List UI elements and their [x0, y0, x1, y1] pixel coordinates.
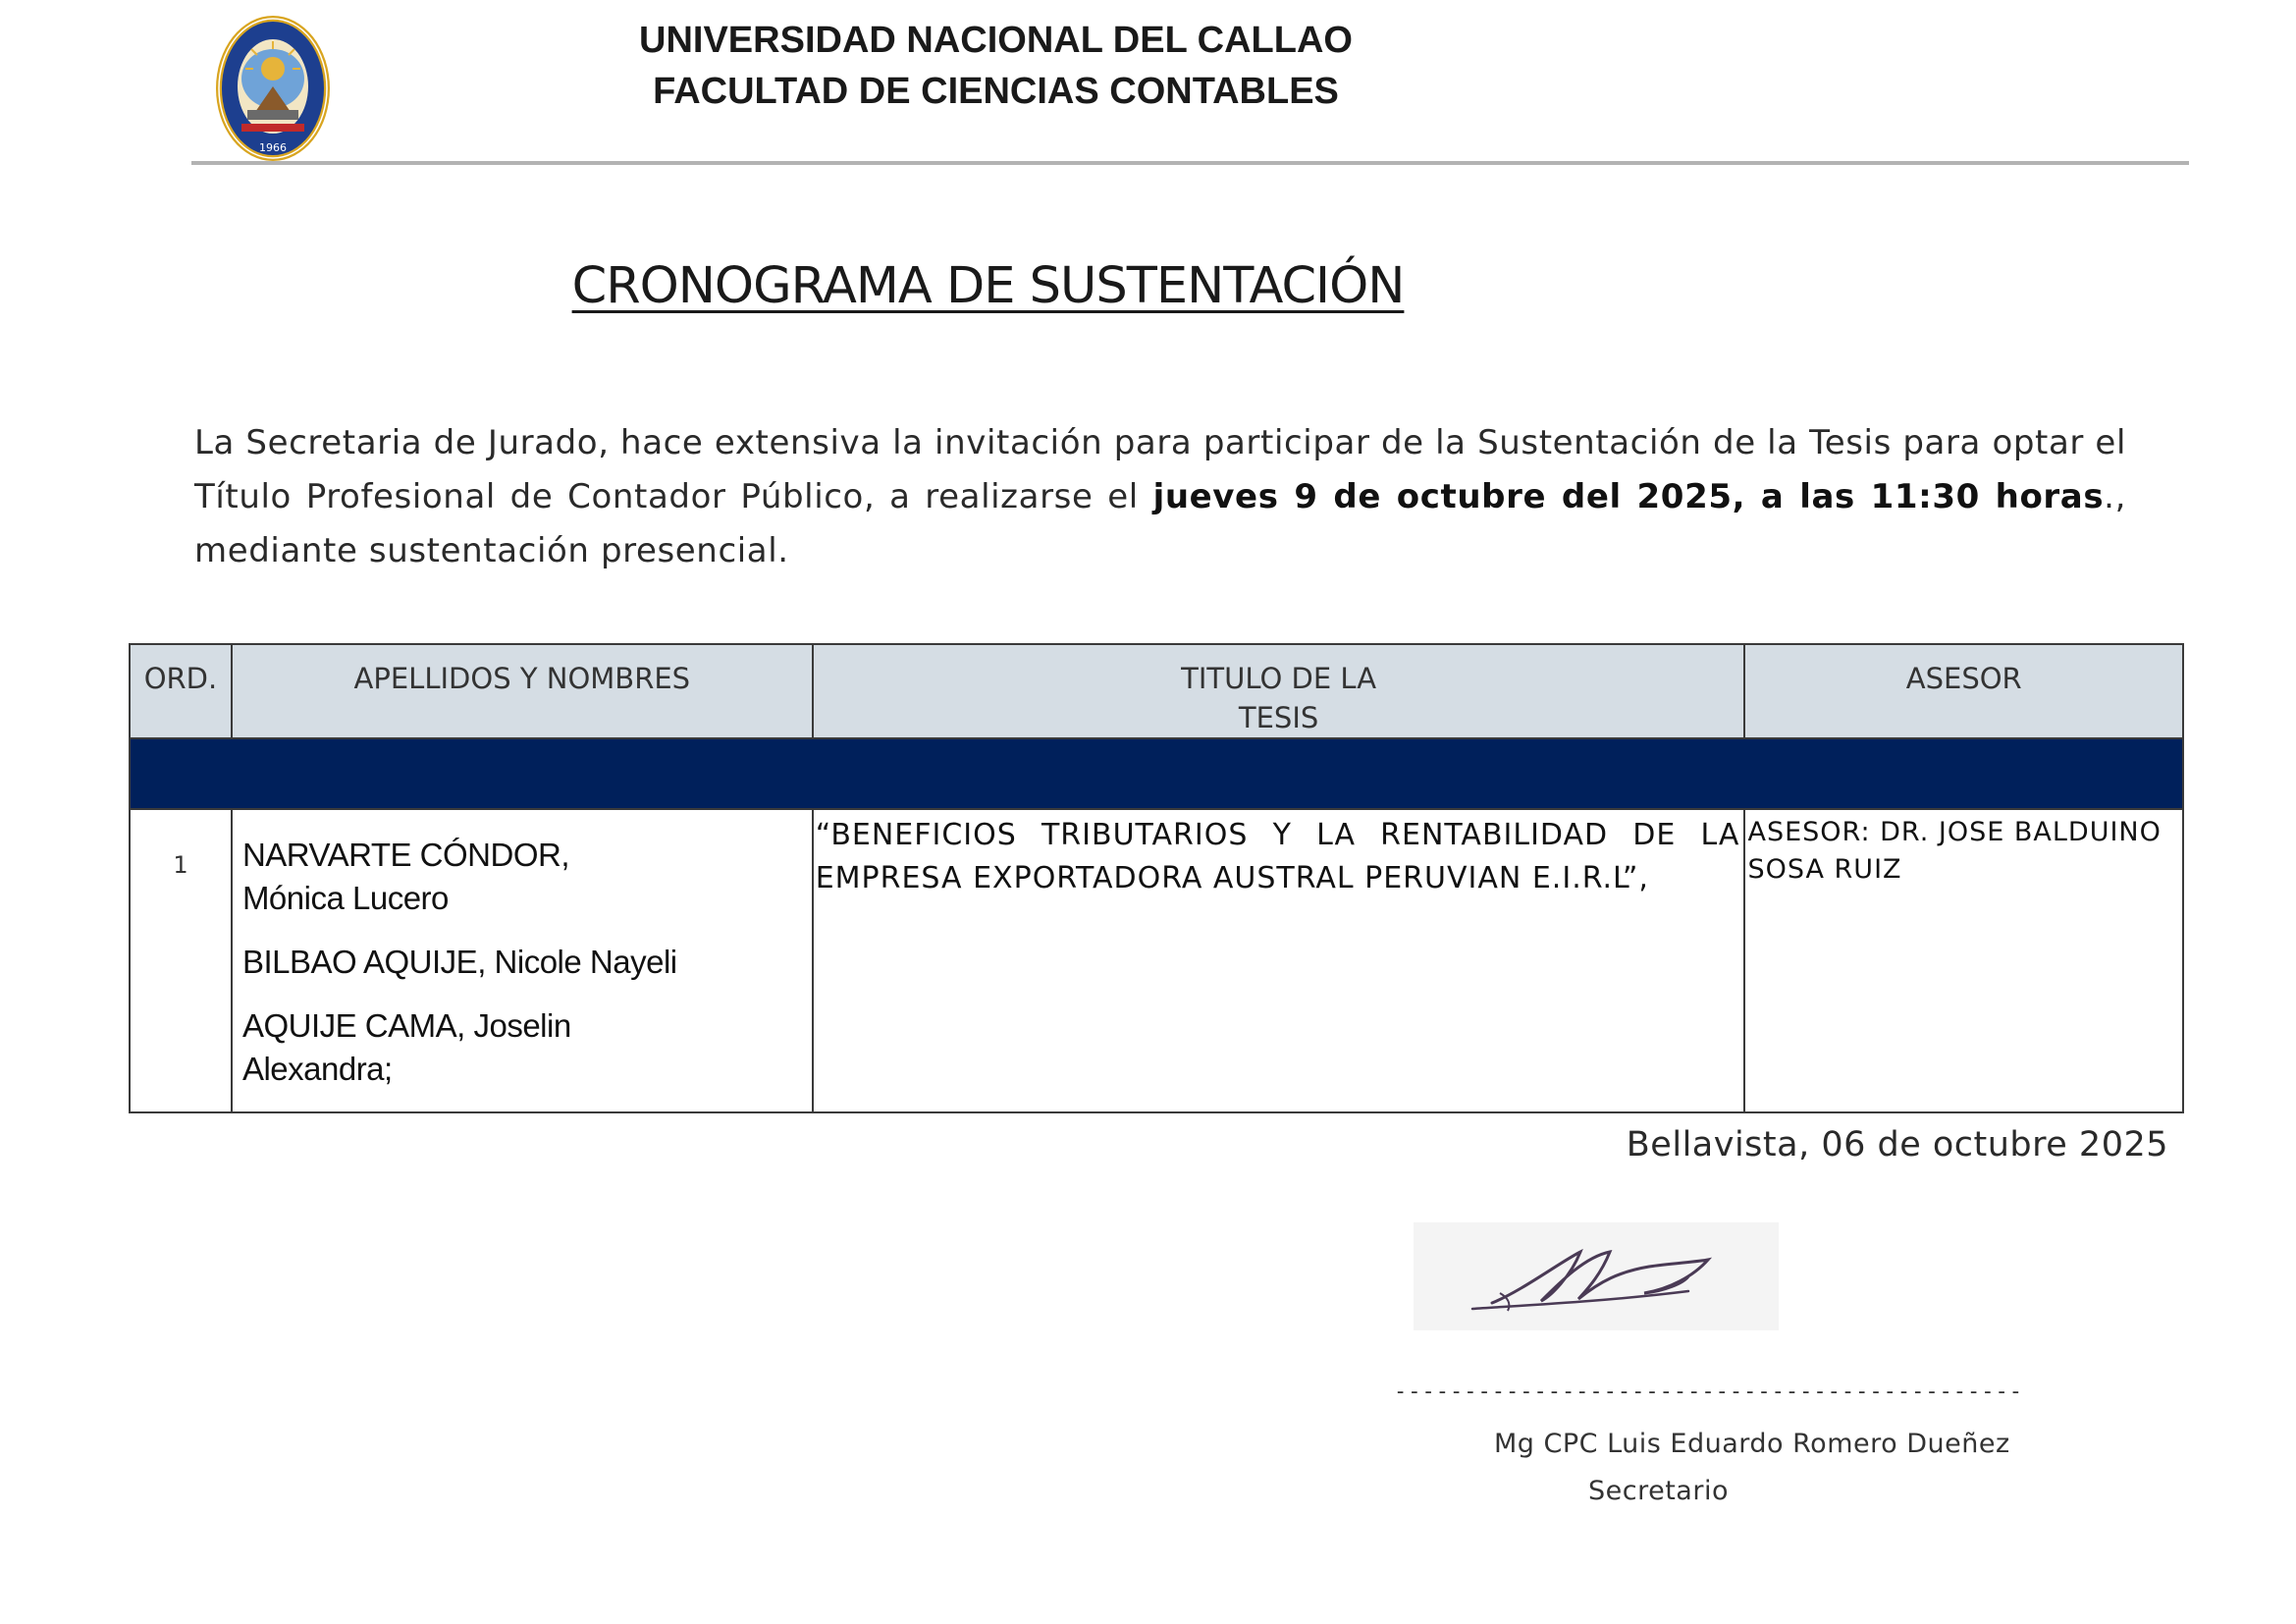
- handwritten-signature: [1414, 1222, 1779, 1330]
- svg-text:1966: 1966: [259, 141, 287, 154]
- row-thesis-title: “BENEFICIOS TRIBUTARIOS Y LA RENTABILIDAD DE LA EMPRESA EXPORTADORA AUSTRAL PERUVIAN E.I.R.L”,: [813, 809, 1745, 1112]
- signature-line: ---------------------------------------------: [1394, 1380, 2024, 1404]
- date-place: Bellavista, 06 de octubre 2025: [1626, 1125, 2168, 1164]
- header-thesis-title-line1: TITULO DE LA: [1181, 662, 1377, 695]
- signer-name: Mg CPC Luis Eduardo Romero Dueñez: [1494, 1429, 2010, 1459]
- header-names: APELLIDOS Y NOMBRES: [232, 644, 813, 738]
- defense-schedule-table: [129, 643, 2184, 1113]
- table-band-row: [130, 738, 2183, 809]
- header-divider: [191, 161, 2189, 165]
- university-name: UNIVERSIDAD NACIONAL DEL CALLAO: [639, 20, 1353, 61]
- header-thesis-title-line2: TESIS: [1238, 701, 1319, 734]
- table-header-row: [130, 644, 2183, 738]
- header-thesis-title: [813, 644, 1745, 738]
- student-name: AQUIJE CAMA, Joselin Alexandra;: [241, 1007, 571, 1087]
- defense-datetime: jueves 9 de octubre del 2025, a las 11:30 horas: [1152, 477, 2105, 516]
- invitation-text-1: La Secretaria de Jurado, hace extensiva la invitación para participar de la Sustentación de la Tesis para optar el Título Profesional de Contador Público, a realizarse el: [194, 423, 2126, 516]
- header-ord: ORD.: [130, 644, 232, 738]
- header-advisor: ASESOR: [1744, 644, 2183, 738]
- row-ord: 1: [130, 809, 232, 1112]
- signer-role: Secretario: [1588, 1476, 1729, 1506]
- document-title: CRONOGRAMA DE SUSTENTACIÓN: [571, 257, 1405, 315]
- row-students: [232, 809, 813, 1112]
- faculty-name: FACULTAD DE CIENCIAS CONTABLES: [653, 71, 1339, 112]
- invitation-text-2: ., mediante sustentación presencial.: [194, 477, 2126, 570]
- invitation-paragraph: [194, 416, 2126, 578]
- row-advisor: ASESOR: DR. JOSE BALDUINO SOSA RUIZ: [1744, 809, 2183, 1112]
- student-name: BILBAO AQUIJE, Nicole Nayeli: [241, 944, 677, 980]
- table-band: [130, 738, 2183, 809]
- table-row: [130, 809, 2183, 1112]
- student-name: NARVARTE CÓNDOR, Mónica Lucero: [241, 837, 569, 916]
